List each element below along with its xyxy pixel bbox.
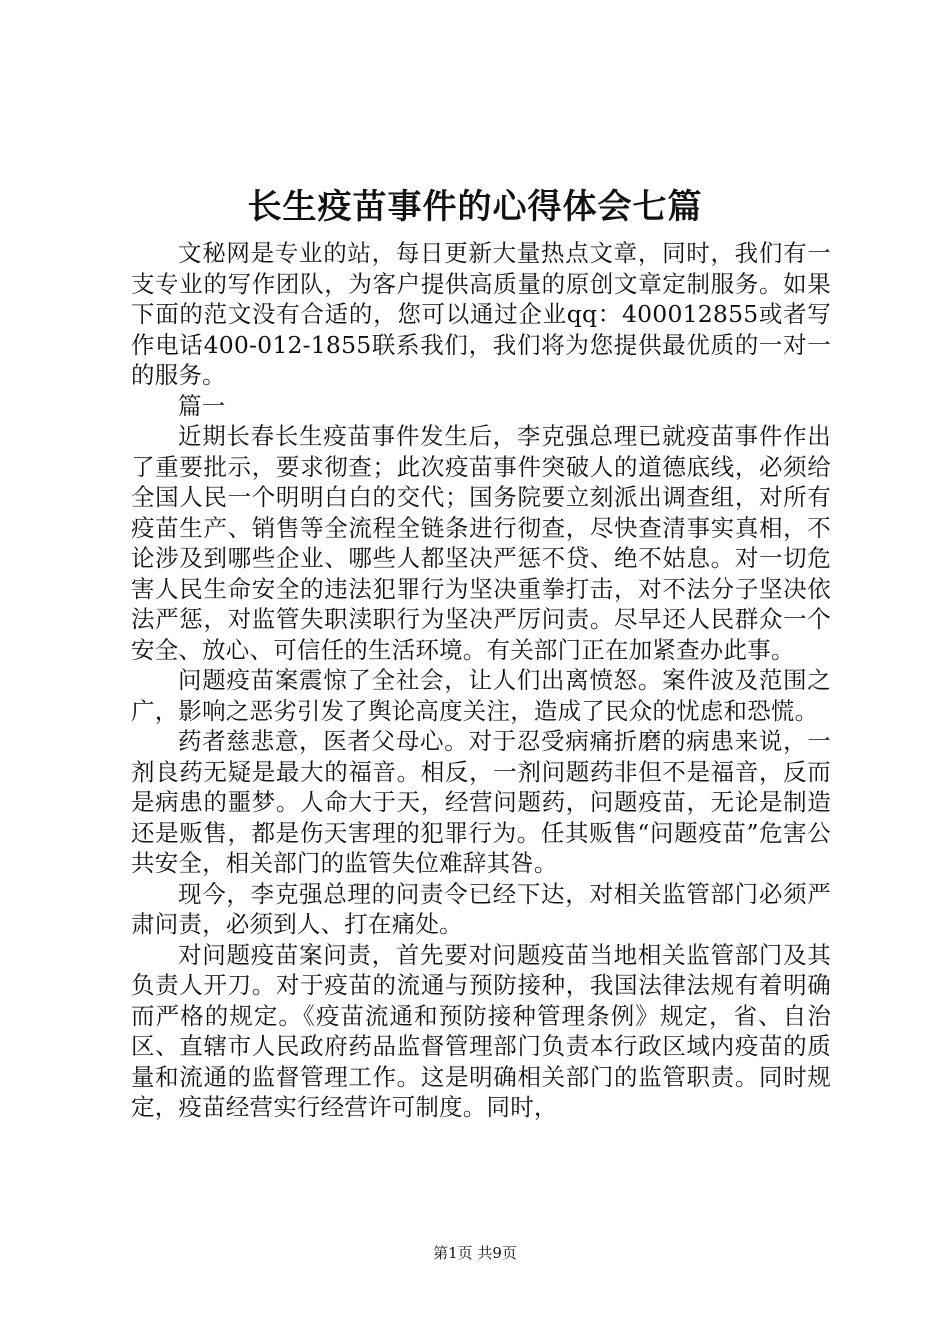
body-paragraph: 对问题疫苗案问责，首先要对问题疫苗当地相关监管部门及其负责人开刀。对于疫苗的流通与预防接种，我国法律法规有着明确而严格的规定。《疫苗流通和预防接种管理条例》规定，省、自治区、直辖市人民政府药品监督管理部门负责本行政区域内疫苗的质量和流通的监督管理工作。这是明确相关部门的监管职责。同时规定，疫苗经营实行经营许可制度。同时，: [131, 940, 831, 1121]
body-paragraph: 药者慈悲意，医者父母心。对于忍受病痛折磨的病患来说，一剂良药无疑是最大的福音。相反，一剂问题药非但不是福音，反而是病患的噩梦。人命大于天，经营问题药，问题疫苗，无论是制造还是贩售，都是伤天害理的犯罪行为。任其贩售“问题疫苗”危害公共安全，相关部门的监管失位难辞其咎。: [131, 727, 831, 877]
intro-paragraph: 文秘网是专业的站，每日更新大量热点文章，同时，我们有一支专业的写作团队，为客户提供高质量的原创文章定制服务。如果下面的范文没有合适的，您可以通过企业qq：400012855或者写作电话400-012-1855联系我们，我们将为您提供最优质的一对一的服务。: [131, 239, 831, 389]
body-paragraph: 现今，李克强总理的问责令已经下达，对相关监管部门必须严肃问责，必须到人、打在痛处。: [131, 879, 831, 938]
page-number-footer: 第1页 共9页: [433, 1244, 517, 1262]
document-title: 长生疫苗事件的心得体会七篇: [247, 187, 703, 227]
body-paragraph: 问题疫苗案震惊了全社会，让人们出离愤怒。案件波及范围之广，影响之恶劣引发了舆论高度关注，造成了民众的忧虑和恐慌。: [131, 666, 831, 725]
body-paragraph: 近期长春长生疫苗事件发生后，李克强总理已就疫苗事件作出了重要批示，要求彻查；此次疫苗事件突破人的道德底线，必须给全国人民一个明明白白的交代；国务院要立刻派出调查组，对所有疫苗生产、销售等全流程全链条进行彻查，尽快查清事实真相，不论涉及到哪些企业、哪些人都坚决严惩不贷、绝不姑息。对一切危害人民生命安全的违法犯罪行为坚决重拳打击，对不法分子坚决依法严惩，对监管失职渎职行为坚决严厉问责。尽早还人民群众一个安全、放心、可信任的生活环境。有关部门正在加紧查办此事。: [131, 422, 831, 664]
document-body: [131, 238, 831, 1123]
section-heading: 篇一: [178, 391, 226, 420]
